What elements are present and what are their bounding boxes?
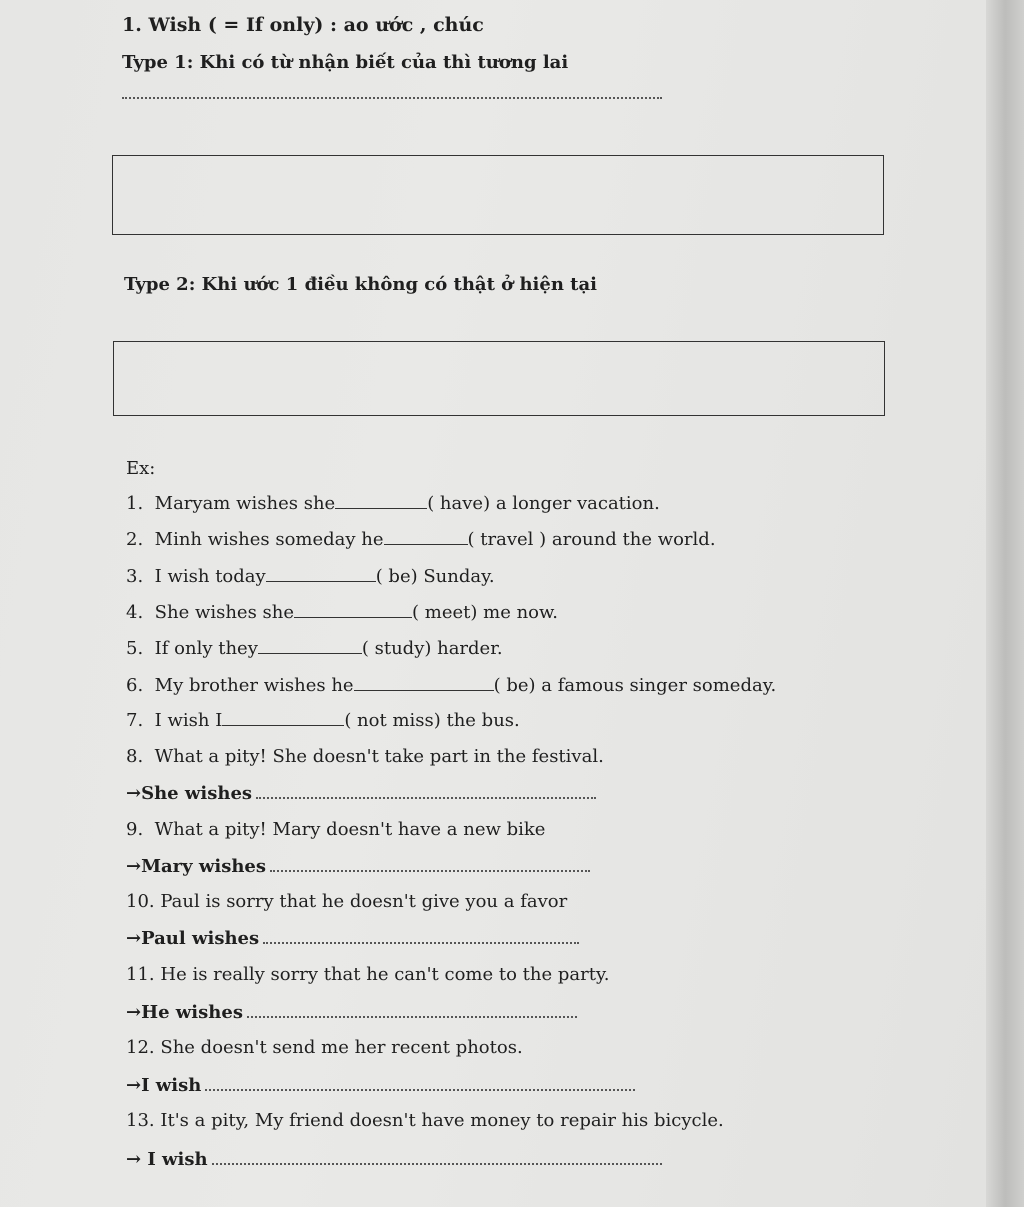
exercise-item: 9. What a pity! Mary doesn't have a new bike — [126, 819, 546, 840]
type1-label: Type 1: Khi có từ nhận biết của thì tương lai — [122, 52, 569, 73]
exercise-item: 3. I wish today ( be) Sunday. — [126, 566, 495, 587]
exercise-item: 11. He is really sorry that he can't come to the party. — [126, 964, 610, 985]
rewrite-line: →I wish — [126, 1075, 635, 1096]
exercise-item: 7. I wish I ( not miss) the bus. — [126, 710, 520, 731]
section-number: 1. — [122, 14, 142, 36]
section-heading — [122, 14, 484, 36]
exercise-item: 13. It's a pity, My friend doesn't have money to repair his bicycle. — [126, 1110, 724, 1131]
exercise-item: 8. What a pity! She doesn't take part in the festival. — [126, 746, 604, 767]
ex-label: Ex: — [126, 458, 156, 479]
exercise-item: 10. Paul is sorry that he doesn't give you a favor — [126, 891, 568, 912]
answer-blank[interactable] — [384, 543, 468, 545]
answer-line[interactable] — [270, 869, 590, 872]
answer-blank[interactable] — [258, 652, 362, 654]
rewrite-line: → I wish — [126, 1149, 662, 1170]
answer-line[interactable] — [256, 796, 596, 799]
answer-blank[interactable] — [294, 616, 412, 618]
answer-line[interactable] — [205, 1088, 635, 1091]
section-title: Wish ( = If only) : ao ước , chúc — [148, 14, 484, 36]
exercise-item: 4. She wishes she ( meet) me now. — [126, 602, 558, 623]
answer-blank[interactable] — [354, 689, 494, 691]
exercise-item: 2. Minh wishes someday he ( travel ) around the world. — [126, 529, 716, 550]
type1-dotted-line — [122, 97, 662, 99]
answer-blank[interactable] — [266, 580, 376, 582]
answer-blank[interactable] — [335, 507, 427, 509]
type1-formula-box — [112, 155, 884, 235]
type2-label: Type 2: Khi ước 1 điều không có thật ở hiện tại — [124, 274, 597, 295]
rewrite-line: →She wishes — [126, 783, 596, 804]
exercise-item: 1. Maryam wishes she ( have) a longer vacation. — [126, 493, 660, 514]
rewrite-line: →Mary wishes — [126, 856, 590, 877]
exercise-item: 12. She doesn't send me her recent photos. — [126, 1037, 523, 1058]
rewrite-line: →Paul wishes — [126, 928, 579, 949]
answer-line[interactable] — [212, 1162, 662, 1165]
exercise-item: 6. My brother wishes he ( be) a famous singer someday. — [126, 675, 777, 696]
page-edge — [986, 0, 1024, 1207]
exercise-item: 5. If only they ( study) harder. — [126, 638, 503, 659]
answer-blank[interactable] — [222, 724, 344, 726]
type2-formula-box — [113, 341, 885, 416]
answer-line[interactable] — [247, 1015, 577, 1018]
answer-line[interactable] — [263, 941, 579, 944]
rewrite-line: →He wishes — [126, 1002, 577, 1023]
